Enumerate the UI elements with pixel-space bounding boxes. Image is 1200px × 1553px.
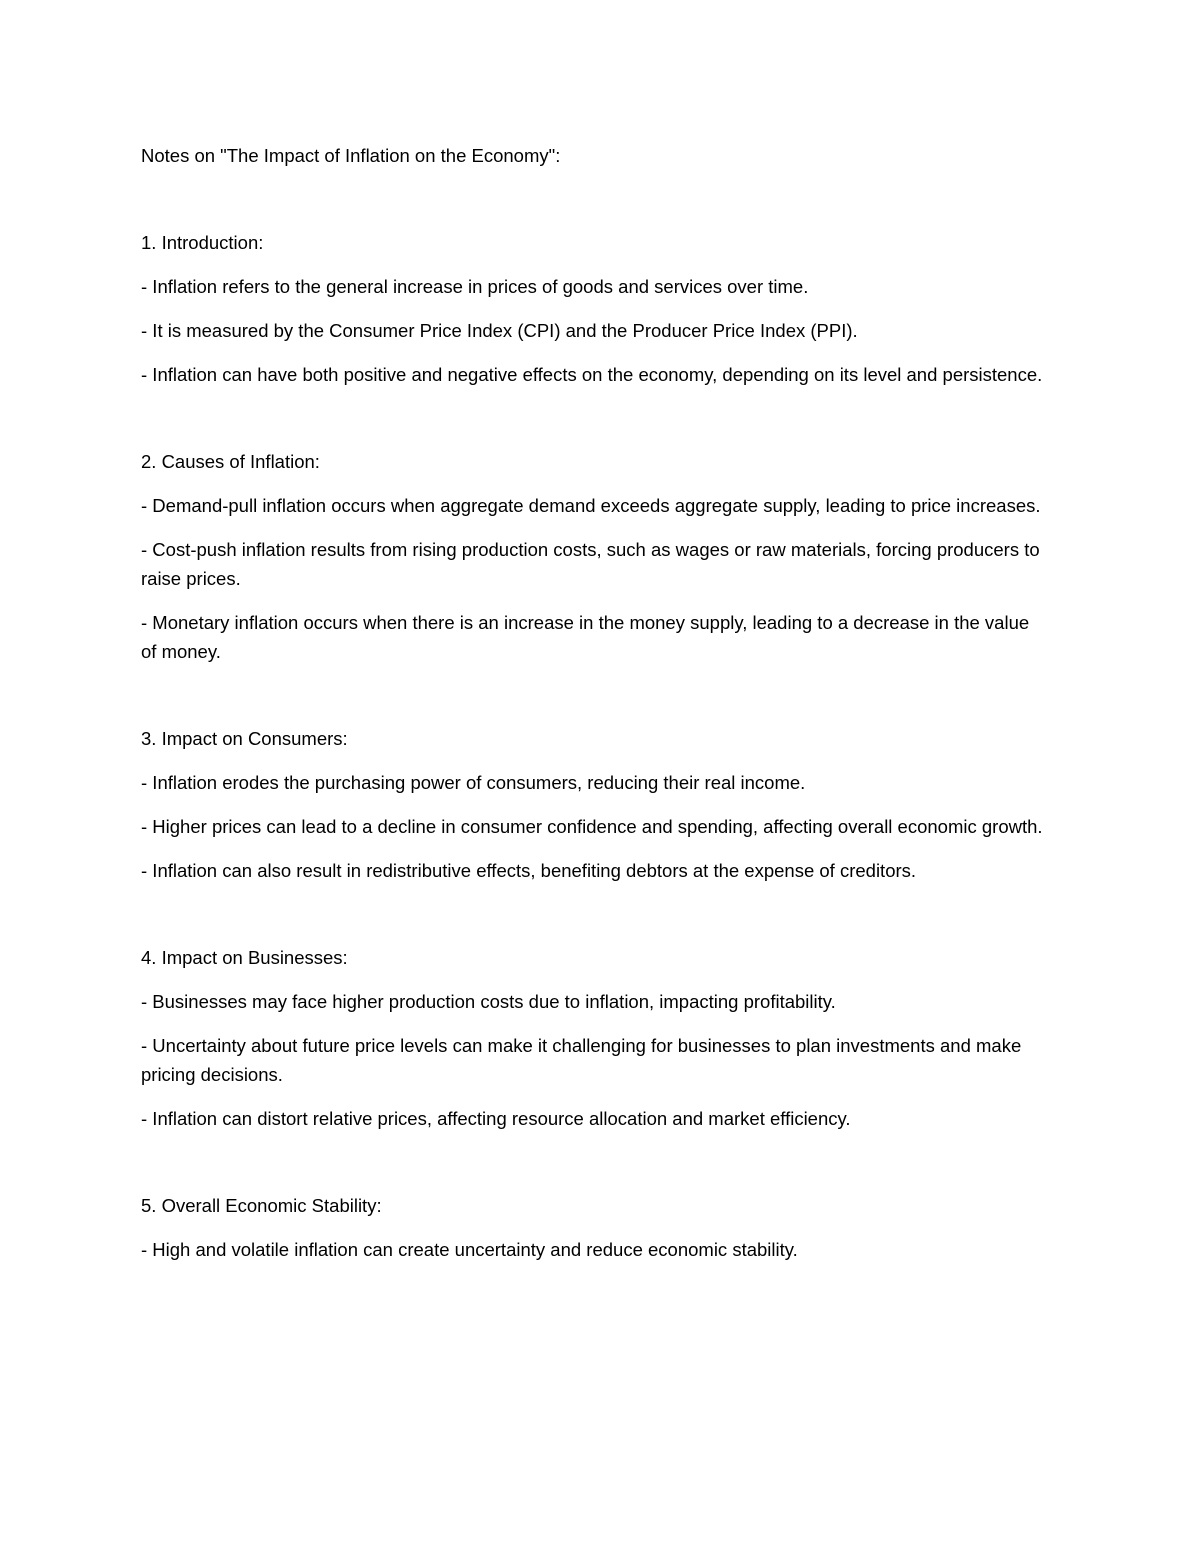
bullet-item: - Businesses may face higher production costs due to inflation, impacting profitability. bbox=[141, 991, 836, 1012]
bullet-item: - Inflation can also result in redistributive effects, benefiting debtors at the expense of creditors. bbox=[141, 860, 917, 881]
document-title: Notes on "The Impact of Inflation on the Economy": bbox=[141, 145, 561, 166]
section-heading: 1. Introduction: bbox=[141, 232, 264, 253]
bullet-item: - Inflation can distort relative prices, affecting resource allocation and market efficiency. bbox=[141, 1108, 851, 1129]
section-heading: 4. Impact on Businesses: bbox=[141, 947, 348, 968]
document-body bbox=[141, 141, 1046, 1264]
bullet-item: - It is measured by the Consumer Price Index (CPI) and the Producer Price Index (PPI). bbox=[141, 320, 858, 341]
section-causes-of-inflation bbox=[141, 447, 1046, 666]
bullet-item: - High and volatile inflation can create uncertainty and reduce economic stability. bbox=[141, 1239, 798, 1260]
section-heading: 3. Impact on Consumers: bbox=[141, 728, 348, 749]
bullet-item: - Inflation refers to the general increase in prices of goods and services over time. bbox=[141, 276, 809, 297]
section-impact-on-businesses bbox=[141, 943, 1046, 1133]
bullet-item: - Uncertainty about future price levels can make it challenging for businesses to plan investments and make pricing decisions. bbox=[141, 1035, 1022, 1085]
bullet-item: - Higher prices can lead to a decline in consumer confidence and spending, affecting overall economic growth. bbox=[141, 816, 1043, 837]
section-introduction bbox=[141, 228, 1046, 389]
section-overall-economic-stability bbox=[141, 1191, 1046, 1264]
section-impact-on-consumers bbox=[141, 724, 1046, 885]
bullet-item: - Monetary inflation occurs when there is an increase in the money supply, leading to a decrease in the value of money. bbox=[141, 612, 1030, 662]
bullet-item: - Demand-pull inflation occurs when aggregate demand exceeds aggregate supply, leading to price increases. bbox=[141, 495, 1041, 516]
section-heading: 2. Causes of Inflation: bbox=[141, 451, 320, 472]
bullet-item: - Inflation erodes the purchasing power of consumers, reducing their real income. bbox=[141, 772, 806, 793]
bullet-item: - Cost-push inflation results from rising production costs, such as wages or raw materials, forcing producers to raise prices. bbox=[141, 539, 1040, 589]
bullet-item: - Inflation can have both positive and negative effects on the economy, depending on its level and persistence. bbox=[141, 364, 1043, 385]
section-heading: 5. Overall Economic Stability: bbox=[141, 1195, 382, 1216]
